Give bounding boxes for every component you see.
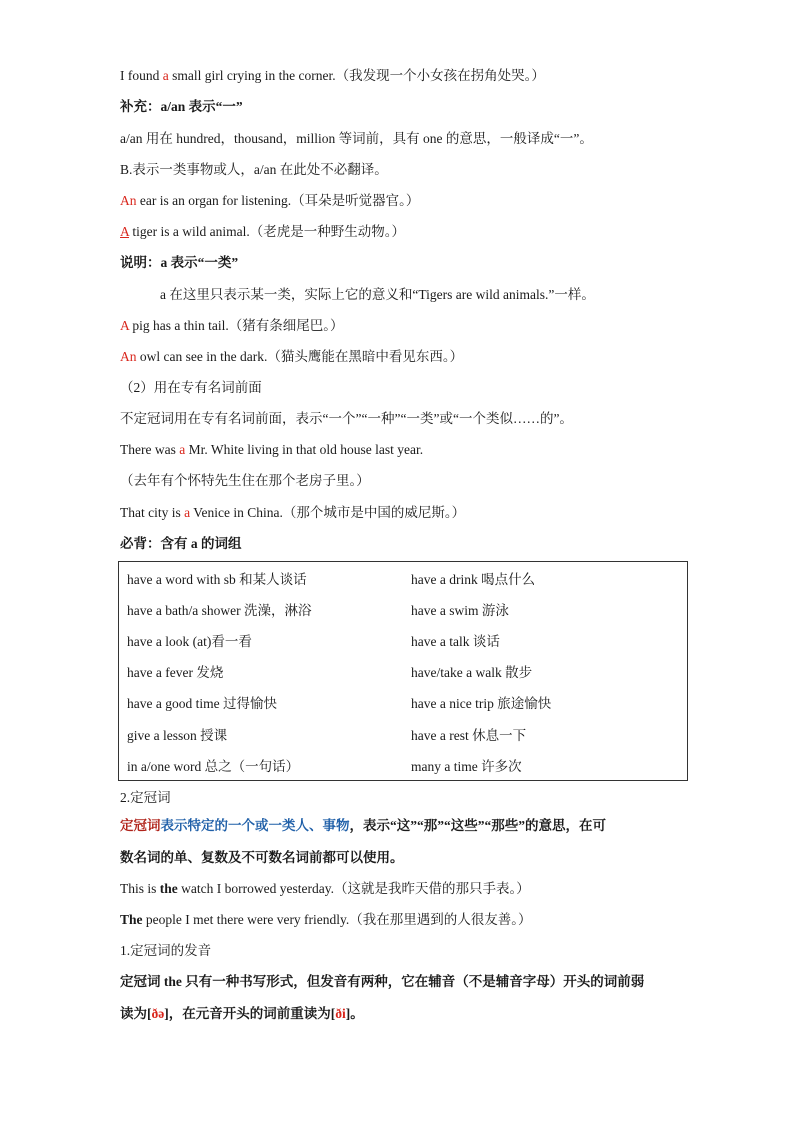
article-a: a: [179, 442, 186, 457]
example-owl: [120, 348, 463, 366]
point-b: B.表示一类事物或人，a/an 在此处不必翻译。: [120, 162, 388, 177]
example-venice: [120, 504, 465, 522]
note-heading: 说明：a 表示“一类”: [120, 255, 239, 270]
text: small girl crying in the corner.（我发现一个小女孩在拐角处哭。）: [168, 68, 545, 83]
example-watch: [120, 880, 530, 898]
phrase-cell: have a fever 发烧: [127, 665, 224, 681]
phrase-cell: have a nice trip 旅途愉快: [411, 696, 552, 712]
article-a: a: [184, 505, 191, 520]
text: watch I borrowed yesterday.（这就是我昨天借的那只手表。）: [177, 881, 530, 896]
section-definite-article: 2.定冠词: [120, 790, 171, 805]
phonetic-strong: ði: [335, 1006, 346, 1021]
article-an: An: [120, 193, 137, 208]
definition-highlight: 表示特定的一个或一类人、事物: [160, 818, 350, 833]
phrase-table: [118, 561, 688, 781]
text: ]，在元音开头的词前重读为[: [164, 1006, 336, 1021]
phrase-row: [119, 624, 688, 655]
text: pig has a thin tail.（猪有条细尾巴。）: [129, 318, 344, 333]
term-definite-article: 定冠词: [120, 818, 161, 833]
proper-nouns-text: 不定冠词用在专有名词前面，表示“一个”“一种”“一类”或“一个类似……的”。: [120, 411, 573, 426]
section-pronunciation: 1.定冠词的发音: [120, 943, 212, 958]
phrase-cell: have a rest 休息一下: [411, 727, 527, 743]
must-memorize-heading: 必背：含有 a 的词组: [120, 536, 242, 551]
section-proper-nouns: （2）用在专有名词前面: [120, 380, 262, 395]
phrase-row: [119, 656, 688, 687]
phrase-row: [119, 749, 688, 781]
phrase-cell: have a swim 游泳: [411, 602, 509, 618]
phrase-table-body: [119, 562, 688, 781]
text: ，表示“这”“那”“这些”“那些”的意思，在可: [349, 818, 606, 833]
phrase-cell: give a lesson 授课: [127, 727, 228, 743]
phrase-row: [119, 687, 688, 718]
phrase-cell: have a look (at)看一看: [127, 633, 252, 649]
example-people: [120, 911, 532, 929]
phrase-cell: have/take a walk 散步: [411, 665, 533, 681]
phrase-cell: have a good time 过得愉快: [127, 696, 277, 712]
text: owl can see in the dark.（猫头鹰能在黑暗中看见东西。）: [136, 349, 464, 364]
article-a: A: [120, 224, 130, 239]
example-mr-white: [120, 441, 423, 459]
example-tiger: [120, 223, 405, 241]
supplement-text: a/an 用在 hundred，thousand，million 等词前，具有 one 的意思，一般译成“一”。: [120, 131, 593, 146]
text: ear is an organ for listening.（耳朵是听觉器官。）: [136, 193, 420, 208]
text: There was: [120, 442, 180, 457]
article-a: A: [120, 318, 130, 333]
text: Venice in China.（那个城市是中国的威尼斯。）: [190, 505, 466, 520]
phrase-cell: have a bath/a shower 洗澡，淋浴: [127, 602, 312, 618]
text: I found: [120, 68, 163, 83]
pronunciation-text-cont: [120, 1005, 364, 1023]
example-found-girl: [120, 67, 545, 85]
article-the: the: [159, 881, 178, 896]
text: That city is: [120, 505, 185, 520]
text: Mr. White living in that old house last year.: [185, 442, 424, 457]
phrase-row: [119, 562, 688, 594]
phrase-cell: have a drink 喝点什么: [411, 571, 536, 587]
phrase-cell: have a word with sb 和某人谈话: [127, 571, 307, 587]
example-mr-white-translation: （去年有个怀特先生住在那个老房子里。）: [120, 473, 370, 488]
phrase-cell: in a/one word 总之（一句话）: [127, 758, 300, 774]
article-a: a: [162, 68, 169, 83]
phrase-row: [119, 718, 688, 749]
article-an: An: [120, 349, 137, 364]
phonetic-weak: ðə: [151, 1006, 165, 1021]
text: people I met there were very friendly.（我在那里遇到的人很友善。）: [142, 912, 532, 927]
definite-article-definition: [120, 817, 606, 835]
note-text: a 在这里只表示某一类，实际上它的意义和“Tigers are wild animals.”一样。: [160, 287, 595, 302]
phrase-cell: many a time 许多次: [411, 758, 522, 774]
article-the: The: [120, 912, 143, 927]
supplement-heading: 补充：a/an 表示“一”: [120, 99, 243, 114]
definite-article-definition-cont: 数名词的单、复数及不可数名词前都可以使用。: [120, 850, 404, 865]
text: ]。: [345, 1006, 364, 1021]
text: This is: [120, 881, 160, 896]
example-pig: [120, 317, 344, 335]
pronunciation-text: 定冠词 the 只有一种书写形式，但发音有两种，它在辅音（不是辅音字母）开头的词前弱: [120, 974, 645, 989]
phrase-row: [119, 593, 688, 624]
text: tiger is a wild animal.（老虎是一种野生动物。）: [129, 224, 405, 239]
text: 读为[: [120, 1006, 152, 1021]
phrase-cell: have a talk 谈话: [411, 633, 500, 649]
example-ear: [120, 192, 419, 210]
